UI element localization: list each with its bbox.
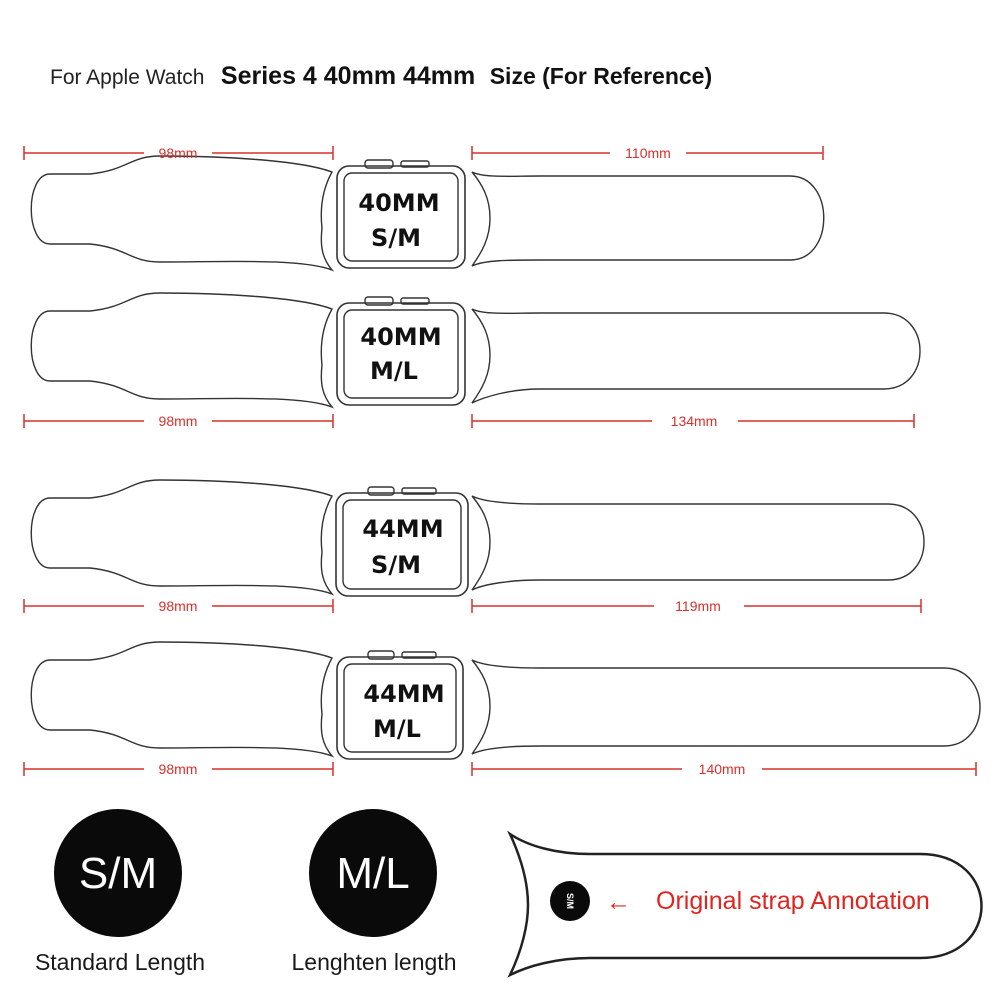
band-size-label: S/M [371, 224, 421, 252]
watch-body [337, 303, 465, 405]
band-row-4 [24, 642, 980, 777]
sm-badge-label: S/M [78, 849, 158, 898]
band-row-2 [24, 293, 920, 429]
long-length-label: 134mm [670, 413, 718, 429]
strap-sm-badge-label: S/M [565, 892, 575, 910]
ml-badge-label: M/L [336, 849, 410, 898]
watch-case [336, 487, 468, 596]
watch-case [337, 297, 465, 405]
band-size-label: M/L [373, 715, 421, 743]
watch-body [336, 493, 468, 596]
long-length-label: 140mm [698, 761, 746, 777]
sm-caption: Standard Length [34, 949, 206, 975]
short-length-label: 98mm [158, 598, 198, 614]
band-size-label: M/L [370, 357, 418, 385]
short-length-label: 98mm [158, 761, 198, 777]
header-prefix: For Apple Watch [50, 66, 205, 89]
short-strap [31, 293, 332, 407]
long-strap [472, 660, 980, 754]
long-length-label: 119mm [675, 598, 721, 614]
watch-body [337, 166, 465, 268]
header-series-sizes: Series 4 40mm 44mm [220, 62, 476, 90]
header-title [50, 62, 712, 90]
case-size-label: 44MM [363, 680, 445, 708]
short-strap [31, 480, 332, 594]
legend-sm [35, 809, 205, 975]
short-strap [31, 156, 332, 270]
arrow-left-icon: ← [606, 888, 631, 916]
long-strap [472, 309, 920, 403]
legend-ml [292, 809, 457, 975]
long-length-label: 110mm [625, 145, 671, 161]
long-strap [472, 172, 824, 266]
header-suffix: Size (For Reference) [489, 63, 713, 89]
annotation-label: Original strap Annotation [656, 887, 930, 915]
case-size-label: 40MM [360, 323, 442, 351]
short-strap [31, 642, 332, 756]
strap-annotation-detail [510, 834, 982, 975]
short-length-label: 98mm [158, 145, 198, 161]
short-length-label: 98mm [158, 413, 198, 429]
long-strap [472, 496, 924, 590]
watch-case [337, 651, 463, 759]
watch-body [337, 657, 463, 759]
band-row-3 [24, 480, 924, 614]
case-size-label: 44MM [362, 515, 444, 543]
ml-caption: Lenghten length [291, 949, 457, 975]
band-size-label: S/M [371, 551, 421, 579]
watch-case [337, 160, 465, 268]
band-row-1 [24, 145, 824, 270]
case-size-label: 40MM [358, 189, 440, 217]
